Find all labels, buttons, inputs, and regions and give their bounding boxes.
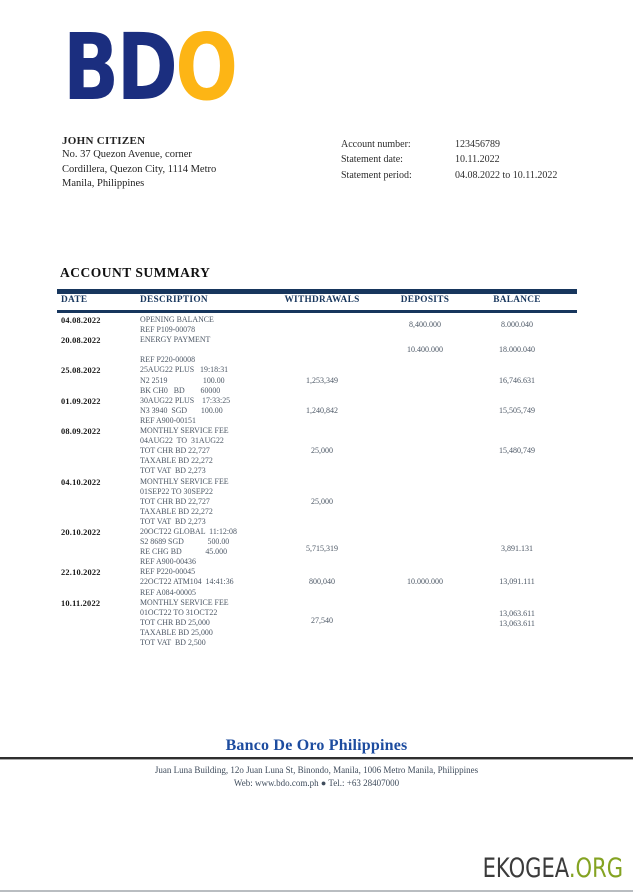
bdo-logo-o: O xyxy=(175,14,236,121)
description-line: TOT CHR BD 22,727 xyxy=(140,496,210,506)
transaction-date: 01.09.2022 xyxy=(61,396,101,406)
customer-address-line: No. 37 Quezon Avenue, corner xyxy=(62,149,192,161)
description-line: BK CH0 BD 60000 xyxy=(140,385,221,395)
withdrawals-amount: 800,040 xyxy=(309,577,335,587)
table-row xyxy=(57,426,577,476)
withdrawals-amount: 5,715,319 xyxy=(306,544,338,554)
transaction-date: 22.10.2022 xyxy=(61,568,101,578)
description-line: N3 3940 SGD 100.00 xyxy=(140,405,223,415)
description-line: 22OCT22 ATM104 14:41:36 xyxy=(140,577,234,587)
customer-address-line: Cordillera, Quezon City, 1114 Metro xyxy=(62,163,217,175)
balance-amount: 13,063.611 xyxy=(499,608,535,618)
watermark-site: EKOGEA xyxy=(482,853,569,884)
balance-amount: 15,480,749 xyxy=(499,446,535,456)
description-line: 30AUG22 PLUS 17:33:25 xyxy=(140,395,231,405)
deposits-amount: 8,400.000 xyxy=(409,320,441,330)
description-line: REF P220-00045 xyxy=(140,567,196,577)
description-line: TOT VAT BD 2,273 xyxy=(140,466,206,476)
table-row xyxy=(57,477,577,527)
description-line: TOT VAT BD 2,273 xyxy=(140,516,206,526)
account-number-label: Account number: xyxy=(341,139,411,150)
bottom-rule xyxy=(0,890,633,892)
transaction-date: 04.08.2022 xyxy=(61,316,101,325)
description-line: N2 2519 100.00 xyxy=(140,375,225,385)
withdrawals-amount: 1,253,349 xyxy=(306,375,338,385)
statement-period-value: 04.08.2022 to 10.11.2022 xyxy=(455,169,558,181)
column-header-date: DATE xyxy=(61,295,88,305)
table-body xyxy=(57,315,577,648)
description-line: TAXABLE BD 22,272 xyxy=(140,456,213,466)
table-top-rule xyxy=(57,289,577,294)
table-header-rule xyxy=(57,310,577,313)
table-row xyxy=(57,335,577,365)
description-line: OPENING BALANCE xyxy=(140,315,214,324)
table-header-row xyxy=(57,295,577,309)
balance-amount: 16,746.631 xyxy=(499,375,535,385)
deposits-amount: 10.400.000 xyxy=(407,345,443,355)
account-info-block xyxy=(341,137,557,183)
transaction-date: 20.10.2022 xyxy=(61,527,101,537)
table-row xyxy=(57,365,577,395)
statement-date-label: Statement date: xyxy=(341,154,403,166)
transaction-date: 25.08.2022 xyxy=(61,366,101,376)
table-row xyxy=(57,315,577,335)
withdrawals-amount: 25,000 xyxy=(311,446,333,456)
customer-block xyxy=(62,134,216,192)
statement-date-value: 10.11.2022 xyxy=(455,154,500,166)
account-number-row xyxy=(341,137,557,152)
table-row xyxy=(57,527,577,567)
description-line: MONTHLY SERVICE FEE xyxy=(140,476,229,486)
description-line: REF A900-00436 xyxy=(140,557,196,567)
description-line: RE CHG BD 45.000 xyxy=(140,547,228,557)
account-summary-title: ACCOUNT SUMMARY xyxy=(60,265,211,280)
description-line: TOT CHR BD 22,727 xyxy=(140,446,210,456)
customer-name: JOHN CITIZEN xyxy=(62,135,146,147)
column-header-withdrawals: WITHDRAWALS xyxy=(284,295,360,305)
balance-amount: 13,063.611 xyxy=(499,618,535,628)
description-line: ENERGY PAYMENT xyxy=(140,335,211,345)
balance-amount: 15,505,749 xyxy=(499,405,535,415)
withdrawals-amount: 25,000 xyxy=(311,496,333,506)
table-row xyxy=(57,396,577,426)
statement-date-row xyxy=(341,152,557,167)
balance-amount: 13,091.111 xyxy=(499,577,535,587)
description-line: 25AUG22 PLUS 19:18:31 xyxy=(140,365,229,375)
transaction-date: 08.09.2022 xyxy=(61,427,101,437)
description-line: REF P220-00008 xyxy=(140,355,196,365)
balance-amount: 18.000.040 xyxy=(499,345,535,355)
balance-amount: 3,891.131 xyxy=(501,544,533,554)
description-line: TAXABLE BD 25,000 xyxy=(140,627,213,637)
footer-divider xyxy=(0,757,633,759)
description-line: TOT VAT BD 2,500 xyxy=(140,638,206,647)
balance-amount: 8.000.040 xyxy=(501,320,533,330)
customer-address-line: Manila, Philippines xyxy=(62,178,145,190)
description-line: S2 8689 SGD 500.00 xyxy=(140,537,230,547)
table-row xyxy=(57,567,577,597)
description-line: REF P109-00078 xyxy=(140,325,196,335)
deposits-amount: 10.000.000 xyxy=(407,577,443,587)
description-line: 04AUG22 TO 31AUG22 xyxy=(140,436,224,446)
column-header-balance: BALANCE xyxy=(493,295,541,305)
description-line: REF A084-00005 xyxy=(140,587,196,597)
withdrawals-amount: 1,240,842 xyxy=(306,405,338,415)
bank-name: Banco De Oro Philippines xyxy=(225,737,408,754)
statement-period-row xyxy=(341,168,557,183)
transaction-date: 10.11.2022 xyxy=(61,598,101,608)
description-line: 20OCT22 GLOBAL 11:12:08 xyxy=(140,526,237,536)
statement-period-label: Statement period: xyxy=(341,169,412,181)
table-row xyxy=(57,598,577,648)
column-header-description: DESCRIPTION xyxy=(140,295,208,305)
ekogea-watermark xyxy=(483,854,623,884)
transaction-date: 20.08.2022 xyxy=(61,336,101,346)
description-line: TOT CHR BD 25,000 xyxy=(140,617,210,627)
transaction-date: 04.10.2022 xyxy=(61,477,101,487)
column-header-deposits: DEPOSITS xyxy=(400,295,450,305)
bdo-logo xyxy=(63,14,236,121)
bank-address: Juan Luna Building, 12o Juan Luna St, Binondo, Manila, 1006 Metro Manila, Philippines xyxy=(154,765,479,775)
account-number-value: 123456789 xyxy=(455,139,500,150)
description-line: TAXABLE BD 22,272 xyxy=(140,506,213,516)
description-line: 01OCT22 TO 31OCT22 xyxy=(140,607,218,617)
bank-contact: Web: www.bdo.com.ph ● Tel.: +63 28407000 xyxy=(233,778,400,788)
bdo-logo-bd: BD xyxy=(63,14,176,121)
description-line: MONTHLY SERVICE FEE xyxy=(140,597,229,607)
withdrawals-amount: 27,540 xyxy=(311,615,333,625)
description-line: MONTHLY SERVICE FEE xyxy=(140,426,229,436)
watermark-tld: .ORG xyxy=(568,853,623,884)
description-line: 01SEP22 TO 30SEP22 xyxy=(140,486,213,496)
description-line: REF A900-00151 xyxy=(140,415,196,425)
